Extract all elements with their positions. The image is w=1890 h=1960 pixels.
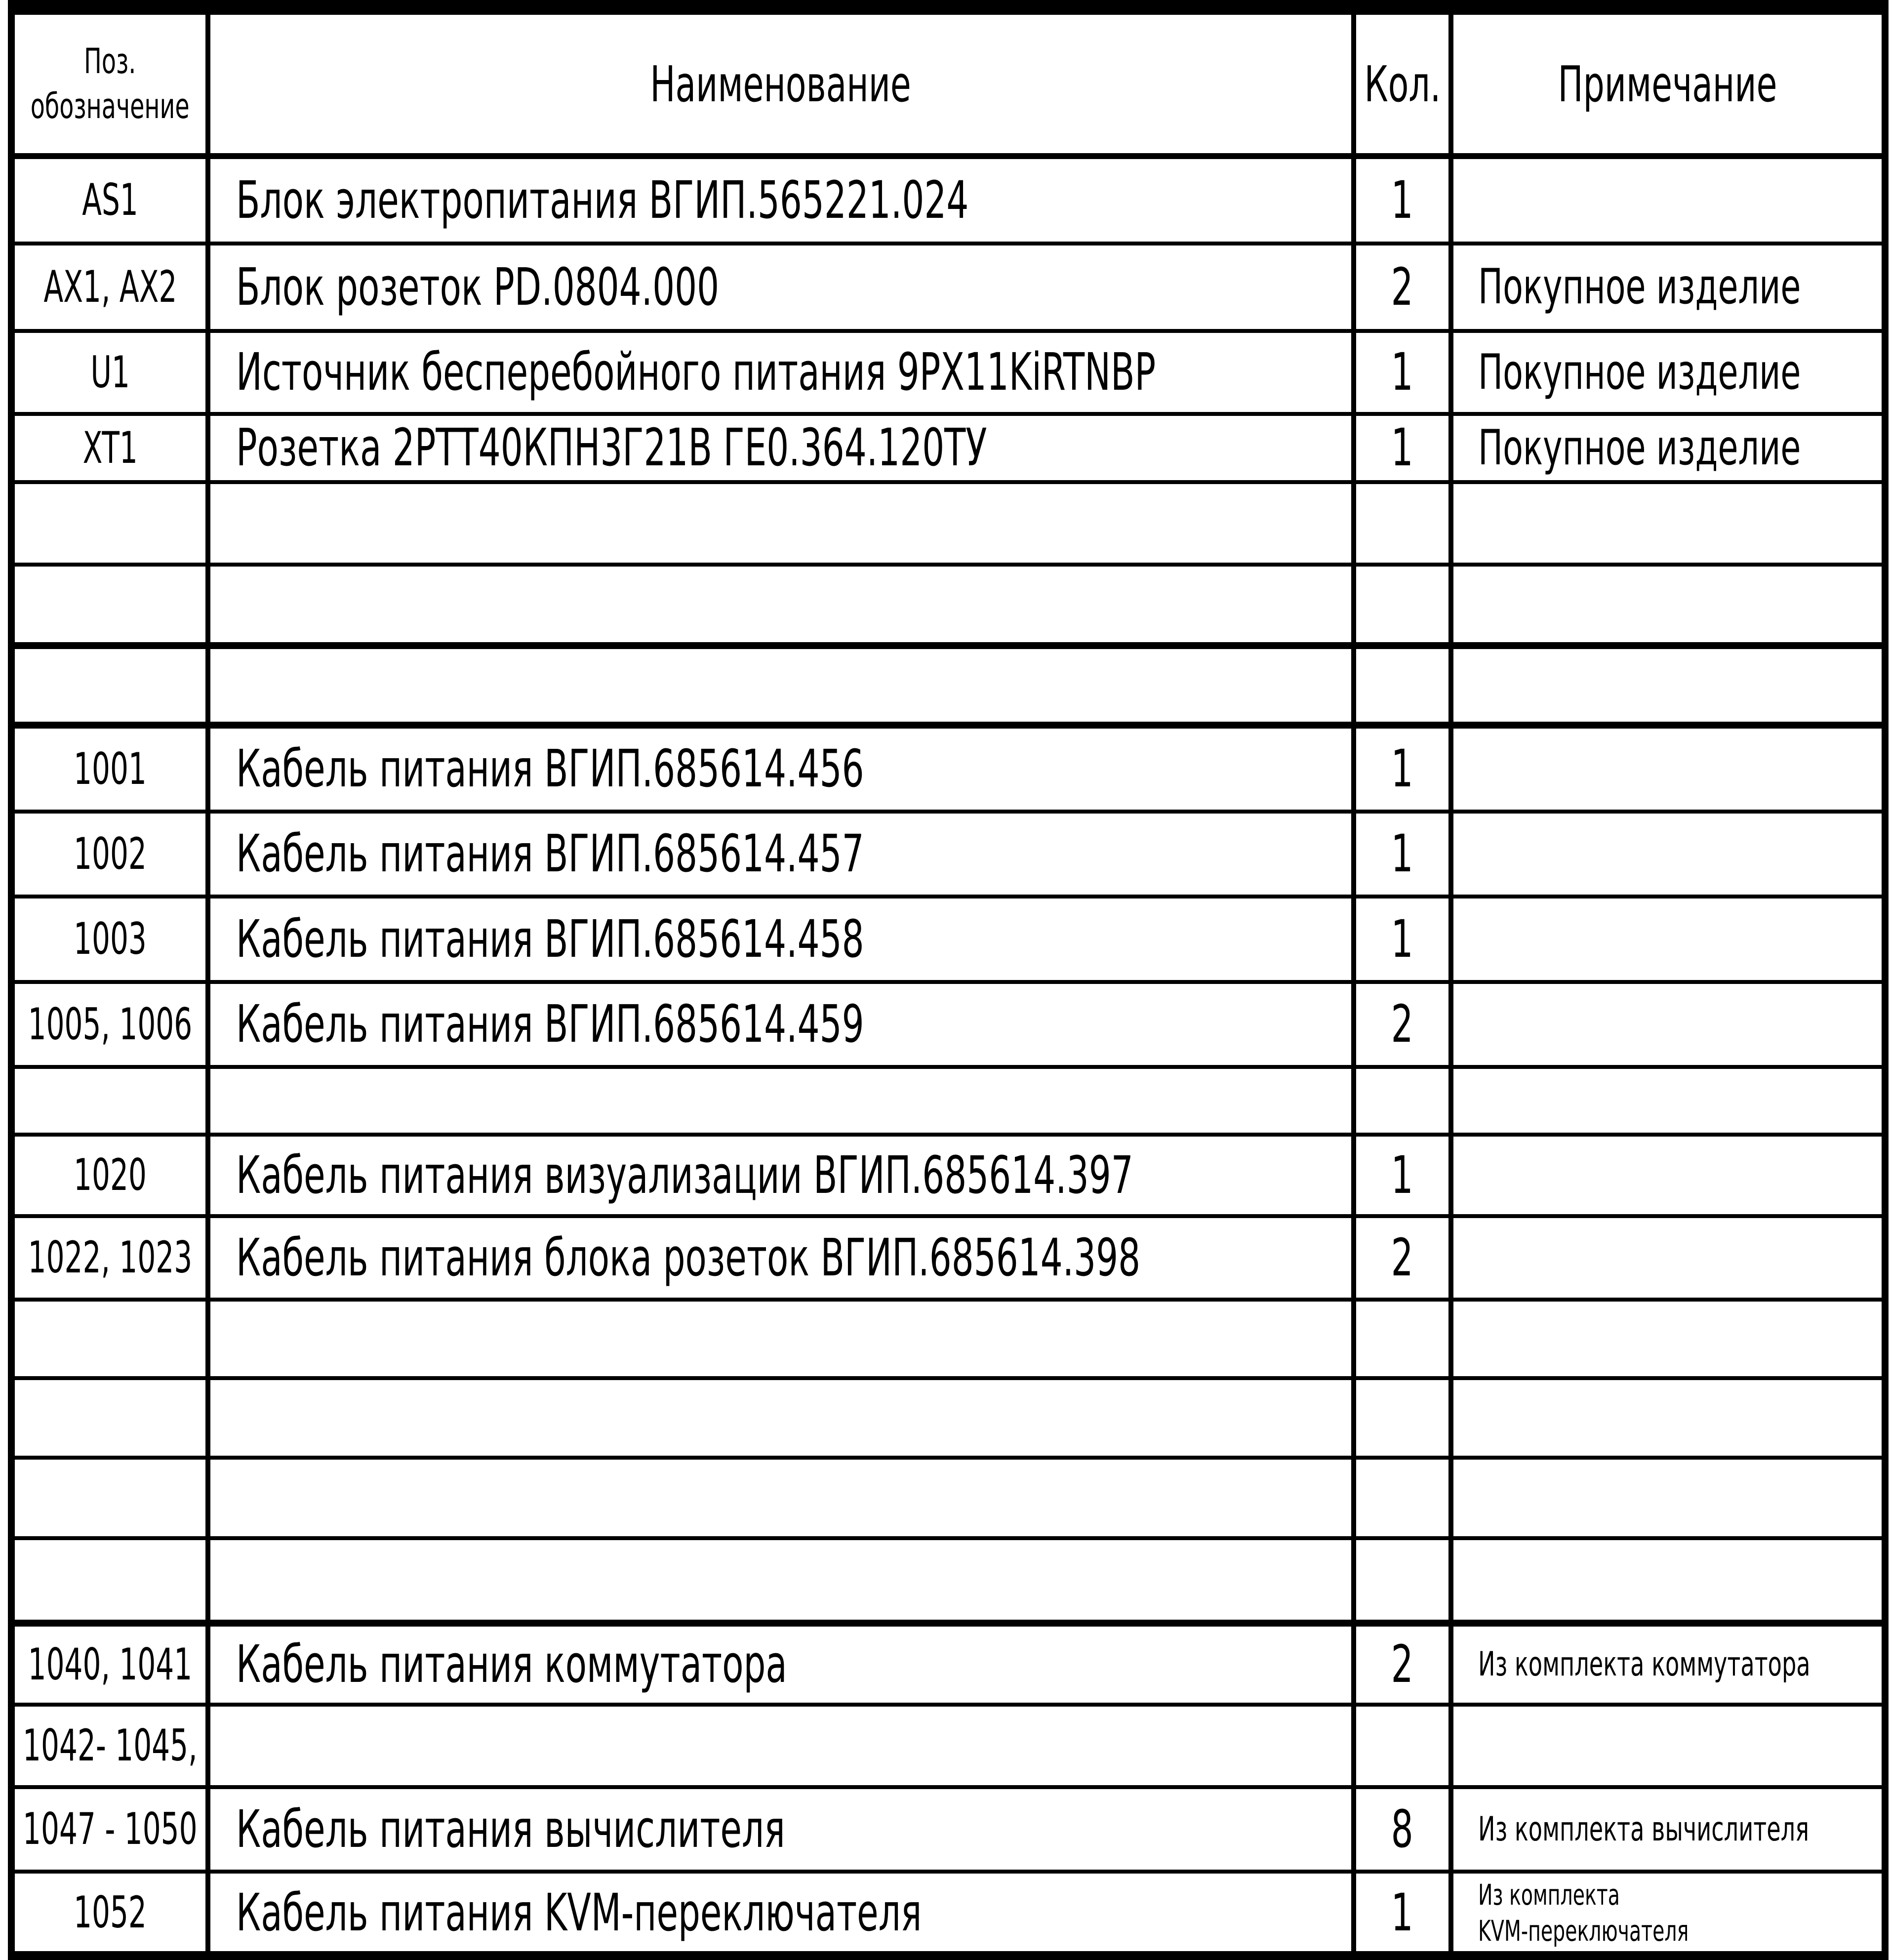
qty-value: 8 [1391,1798,1413,1859]
qty-cell [1356,1874,1453,1952]
header-pos-designation [15,15,210,153]
pos-cell [15,1789,210,1870]
note-value: Покупное изделие [1478,259,1801,316]
table-row [15,1218,1882,1302]
pos-cell [15,245,210,329]
header-pos-label: Поз. обозначение [31,41,190,126]
pos-value: 1001 [74,743,147,794]
pos-cell [15,159,210,242]
table-body [15,159,1882,1952]
note-value: Из комплекта KVM-переключателя [1478,1878,1689,1948]
name-cell [210,416,1356,480]
note-cell [1453,898,1882,980]
name-cell [210,649,1356,722]
note-cell [1453,1874,1882,1952]
qty-cell [1356,159,1453,242]
note-cell [1453,1540,1882,1620]
table-row [15,416,1882,484]
name-cell [210,1540,1356,1620]
pos-value: AX1, AX2 [43,261,177,313]
pos-cell [15,814,210,895]
name-cell [210,898,1356,980]
note-cell [1453,1789,1890,1870]
pos-cell [15,898,210,980]
name-value: Кабель питания ВГИП.685614.456 [236,738,864,799]
pos-cell [15,1874,210,1952]
table-row [15,1540,1882,1627]
pos-cell [15,1069,210,1133]
note-cell [1453,649,1882,722]
table-row [15,984,1882,1069]
note-cell [1453,1707,1882,1785]
qty-value: 2 [1391,256,1413,317]
qty-cell [1356,1707,1453,1785]
qty-cell [1356,1627,1453,1703]
qty-cell [1356,1540,1453,1620]
note-cell [1453,567,1882,642]
pos-cell [15,1627,210,1703]
pos-cell [15,649,210,722]
pos-cell [15,567,210,642]
qty-cell [1356,1137,1453,1214]
table-row [15,649,1882,729]
name-value: Розетка 2РТТ40КПН3Г21В ГЕ0.364.120ТУ [236,417,987,478]
name-cell [210,1302,1356,1376]
note-cell [1453,1380,1882,1456]
table-row [15,898,1882,984]
qty-cell [1356,484,1453,563]
name-value: Кабель питания блока розеток ВГИП.685614.398 [236,1227,1141,1288]
table-row [15,1460,1882,1540]
table-header-row [15,15,1882,159]
note-cell [1453,1218,1882,1298]
name-cell [210,1380,1356,1456]
qty-cell [1356,898,1453,980]
name-cell [210,1137,1356,1214]
name-cell [210,245,1356,329]
pos-cell [15,1218,210,1298]
pos-cell [15,1707,210,1785]
table-row [15,1069,1882,1137]
pos-cell [15,1540,210,1620]
qty-cell [1356,729,1453,810]
pos-value: U1 [90,346,130,398]
name-value: Блок электропитания ВГИП.565221.024 [236,169,969,230]
name-cell [210,1460,1356,1536]
table-row [15,1789,1882,1874]
pos-value: 1052 [74,1887,147,1938]
header-qty [1356,15,1453,153]
qty-value: 2 [1391,1634,1413,1695]
name-cell [210,1707,1356,1785]
qty-cell [1356,1789,1453,1870]
pos-cell [15,484,210,563]
parts-list-table [8,0,1889,1960]
name-value: Источник бесперебойного питания 9PX11KiRTNBP [236,342,1156,403]
name-cell [210,1789,1356,1870]
qty-cell [1356,1460,1453,1536]
name-value: Кабель питания ВГИП.685614.459 [236,994,864,1055]
pos-value: 1040, 1041 [28,1638,193,1690]
table-row [15,245,1882,333]
note-cell [1453,1627,1890,1703]
note-cell [1453,416,1890,480]
pos-cell [15,333,210,412]
qty-value: 1 [1391,738,1413,799]
pos-value: 1022, 1023 [28,1232,193,1283]
name-value: Кабель питания коммутатора [236,1634,787,1695]
note-cell [1453,159,1882,242]
pos-cell [15,984,210,1065]
header-name [210,15,1356,153]
pos-value: 1020 [74,1149,147,1201]
pos-cell [15,1302,210,1376]
name-cell [210,567,1356,642]
header-note [1453,15,1882,153]
table-row [15,1874,1882,1952]
qty-cell [1356,984,1453,1065]
note-value: Покупное изделие [1478,344,1801,401]
name-cell [210,333,1356,412]
name-cell [210,1627,1356,1703]
qty-value: 1 [1391,1144,1413,1205]
qty-cell [1356,1218,1453,1298]
name-value: Кабель питания KVM-переключателя [236,1882,922,1943]
note-value: Из комплекта вычислителя [1478,1809,1810,1849]
qty-cell [1356,333,1453,412]
name-value: Кабель питания ВГИП.685614.457 [236,823,864,884]
qty-cell [1356,1380,1453,1456]
qty-value: 1 [1391,1882,1413,1943]
pos-value: 1047 - 1050 [23,1803,198,1855]
header-name-label: Наименование [650,55,912,113]
pos-cell [15,1137,210,1214]
name-cell [210,1069,1356,1133]
name-value: Блок розеток PD.0804.000 [236,256,720,317]
name-cell [210,814,1356,895]
note-cell [1453,1137,1882,1214]
name-cell [210,1218,1356,1298]
name-cell [210,159,1356,242]
qty-value: 1 [1391,342,1413,403]
table-row [15,159,1882,245]
name-cell [210,1874,1356,1952]
qty-cell [1356,245,1453,329]
note-cell [1453,333,1890,412]
note-cell [1453,1302,1882,1376]
qty-value: 1 [1391,417,1413,478]
note-cell [1453,814,1882,895]
table-row [15,729,1882,814]
note-value: Покупное изделие [1478,419,1801,476]
note-value: Из комплекта коммутатора [1478,1645,1810,1684]
table-row [15,1627,1882,1707]
note-cell [1453,1460,1882,1536]
name-value: Кабель питания ВГИП.685614.458 [236,908,864,969]
note-cell [1453,729,1882,810]
table-row [15,333,1882,416]
name-value: Кабель питания визуализации ВГИП.685614.397 [236,1144,1133,1205]
pos-value: AS1 [82,174,138,226]
name-value: Кабель питания вычислителя [236,1798,785,1859]
qty-cell [1356,567,1453,642]
pos-value: 1003 [74,913,147,965]
pos-value: 1005, 1006 [28,998,193,1050]
name-cell [210,984,1356,1065]
pos-value: 1042- 1045, [23,1720,198,1771]
pos-cell [15,1460,210,1536]
header-note-label: Примечание [1558,55,1777,113]
qty-cell [1356,416,1453,480]
header-qty-label: Кол. [1364,55,1441,113]
pos-cell [15,729,210,810]
table-row [15,1137,1882,1218]
qty-value: 1 [1391,908,1413,969]
note-cell [1453,484,1882,563]
qty-value: 2 [1391,1227,1413,1288]
qty-cell [1356,1069,1453,1133]
name-cell [210,729,1356,810]
pos-cell [15,416,210,480]
qty-value: 2 [1391,994,1413,1055]
table-row [15,814,1882,898]
table-row [15,1380,1882,1460]
name-cell [210,484,1356,563]
qty-cell [1356,814,1453,895]
pos-value: 1002 [74,828,147,879]
qty-cell [1356,649,1453,722]
note-cell [1453,984,1882,1065]
qty-value: 1 [1391,169,1413,230]
pos-cell [15,1380,210,1456]
table-row [15,1707,1882,1789]
qty-value: 1 [1391,823,1413,884]
table-row [15,1302,1882,1380]
qty-cell [1356,1302,1453,1376]
table-row [15,567,1882,649]
table-row [15,484,1882,567]
note-cell [1453,245,1890,329]
pos-value: XT1 [82,422,138,473]
note-cell [1453,1069,1882,1133]
